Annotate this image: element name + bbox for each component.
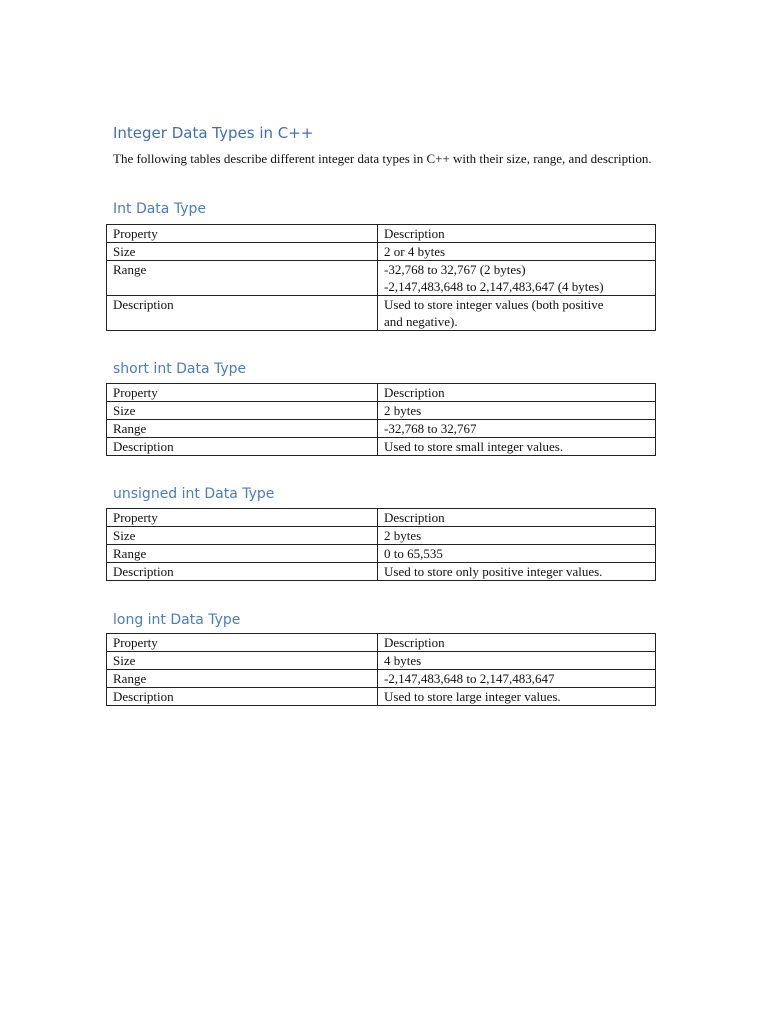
row-value: 4 bytes bbox=[378, 652, 656, 670]
table-row bbox=[107, 563, 656, 581]
section-heading-int: Int Data Type bbox=[113, 201, 206, 217]
row-label: Size bbox=[107, 243, 378, 261]
section-heading-short-int: short int Data Type bbox=[113, 361, 247, 377]
row-value-line: and negative). bbox=[384, 314, 458, 329]
header-cell-property: Property bbox=[107, 225, 378, 243]
table-unsigned-int bbox=[106, 508, 656, 581]
table-row bbox=[107, 652, 656, 670]
table-row bbox=[107, 420, 656, 438]
table-header-row bbox=[107, 225, 656, 243]
row-label: Size bbox=[107, 652, 378, 670]
table-row bbox=[107, 688, 656, 706]
table-row bbox=[107, 670, 656, 688]
row-label: Size bbox=[107, 527, 378, 545]
header-cell-description: Description bbox=[378, 634, 656, 652]
header-cell-description: Description bbox=[378, 509, 656, 527]
row-value: 2 bytes bbox=[378, 527, 656, 545]
row-value-line: -2,147,483,648 to 2,147,483,647 (4 bytes) bbox=[384, 279, 604, 294]
row-label: Description bbox=[107, 438, 378, 456]
table-row bbox=[107, 402, 656, 420]
header-cell-property: Property bbox=[107, 509, 378, 527]
section-heading-long-int: long int Data Type bbox=[113, 612, 241, 628]
row-label: Range bbox=[107, 545, 378, 563]
row-value: 0 to 65,535 bbox=[378, 545, 656, 563]
row-value: 2 bytes bbox=[378, 402, 656, 420]
row-label: Description bbox=[107, 563, 378, 581]
row-value-line: Used to store integer values (both positive bbox=[384, 297, 604, 312]
header-cell-property: Property bbox=[107, 634, 378, 652]
table-row bbox=[107, 438, 656, 456]
row-value: Used to store large integer values. bbox=[378, 688, 656, 706]
table-row bbox=[107, 527, 656, 545]
table-header-row bbox=[107, 509, 656, 527]
table-row bbox=[107, 296, 656, 331]
row-value: 2 or 4 bytes bbox=[378, 243, 656, 261]
header-cell-description: Description bbox=[378, 225, 656, 243]
row-label: Range bbox=[107, 261, 378, 296]
row-value: -2,147,483,648 to 2,147,483,647 bbox=[378, 670, 656, 688]
row-label: Range bbox=[107, 420, 378, 438]
table-long-int bbox=[106, 633, 656, 706]
row-value-line: -32,768 to 32,767 (2 bytes) bbox=[384, 262, 526, 277]
table-row bbox=[107, 243, 656, 261]
intro-paragraph: The following tables describe different integer data types in C++ with their size, range, and description. bbox=[113, 151, 652, 166]
header-cell-description: Description bbox=[378, 384, 656, 402]
table-short-int bbox=[106, 383, 656, 456]
row-value bbox=[378, 261, 656, 296]
row-value: Used to store small integer values. bbox=[378, 438, 656, 456]
row-label: Description bbox=[107, 296, 378, 331]
section-heading-unsigned-int: unsigned int Data Type bbox=[113, 486, 275, 502]
table-header-row bbox=[107, 634, 656, 652]
row-label: Size bbox=[107, 402, 378, 420]
row-label: Description bbox=[107, 688, 378, 706]
table-row bbox=[107, 545, 656, 563]
row-value: Used to store only positive integer values. bbox=[378, 563, 656, 581]
row-value bbox=[378, 296, 656, 331]
table-int bbox=[106, 224, 656, 331]
row-label: Range bbox=[107, 670, 378, 688]
row-value: -32,768 to 32,767 bbox=[378, 420, 656, 438]
header-cell-property: Property bbox=[107, 384, 378, 402]
page-title: Integer Data Types in C++ bbox=[113, 124, 314, 142]
table-header-row bbox=[107, 384, 656, 402]
table-row bbox=[107, 261, 656, 296]
